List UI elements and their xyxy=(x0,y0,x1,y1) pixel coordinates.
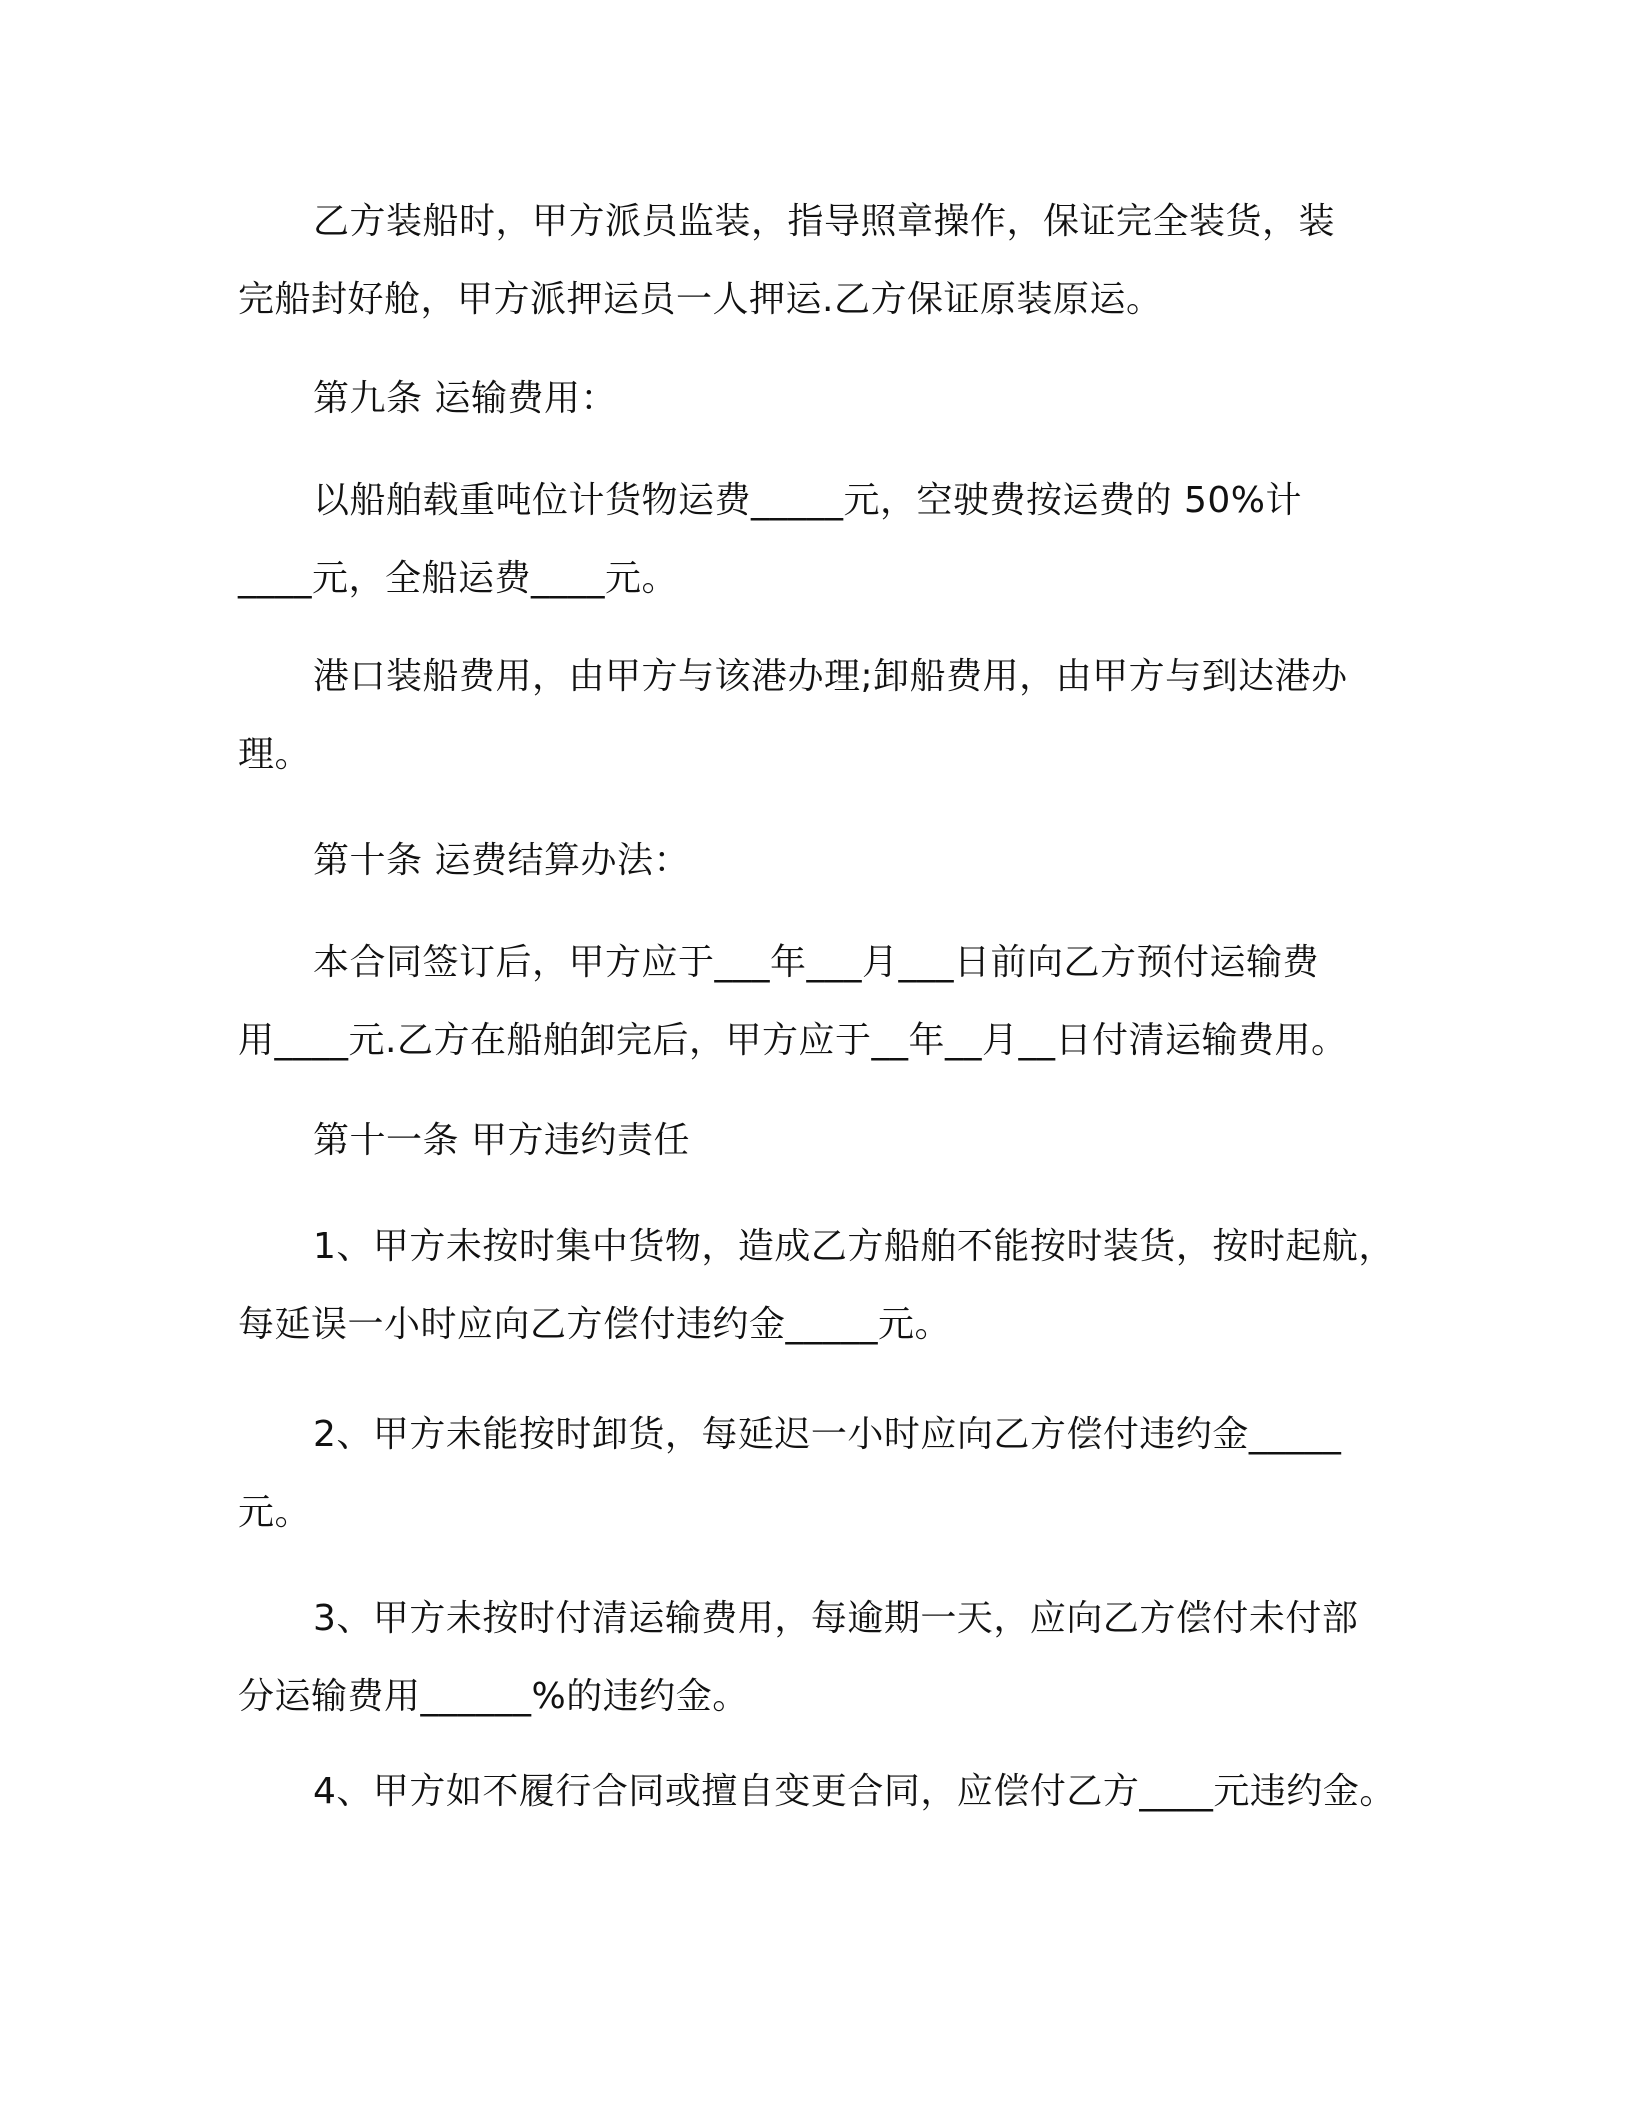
heading-text: 第十一条 甲方违约责任 xyxy=(313,1120,690,1161)
text-line: 乙方装船时，甲方派员监装，指导照章操作，保证完全装货，装 xyxy=(313,201,1336,242)
text-line: 每延误一小时应向乙方偿付违约金_____元。 xyxy=(238,1304,952,1345)
text-line: 元。 xyxy=(238,1492,312,1533)
heading-text: 第十条 运费结算办法： xyxy=(313,840,690,881)
heading-text: 第九条 运输费用： xyxy=(313,378,617,419)
breach-item-2 xyxy=(238,1396,1398,1552)
article-10-heading xyxy=(238,822,1398,900)
text-line: 用____元.乙方在船舶卸完后，甲方应于__年__月__日付清运输费用。 xyxy=(238,1020,1348,1061)
breach-item-3 xyxy=(238,1580,1398,1736)
article-11-heading xyxy=(238,1102,1398,1180)
paragraph-payment-schedule xyxy=(238,924,1398,1080)
text-line: 理。 xyxy=(238,734,312,775)
text-line: 分运输费用______%的违约金。 xyxy=(238,1676,749,1717)
text-line: 以船舶载重吨位计货物运费_____元，空驶费按运费的 50%计 xyxy=(313,480,1302,521)
text-line: ____元，全船运费____元。 xyxy=(238,558,679,599)
text-line: 3、甲方未按时付清运输费用，每逾期一天，应向乙方偿付未付部 xyxy=(313,1598,1359,1639)
article-9-heading xyxy=(238,360,1398,438)
paragraph-loading-supervision xyxy=(238,183,1398,339)
text-line: 港口装船费用，由甲方与该港办理;卸船费用，由甲方与到达港办 xyxy=(313,656,1348,697)
paragraph-freight-rate xyxy=(238,462,1398,618)
text-line: 1、甲方未按时集中货物，造成乙方船舶不能按时装货，按时起航， xyxy=(313,1226,1395,1267)
breach-item-1 xyxy=(238,1208,1398,1364)
paragraph-port-fees xyxy=(238,638,1398,794)
breach-item-4 xyxy=(238,1753,1398,1831)
text-line: 本合同签订后，甲方应于___年___月___日前向乙方预付运输费 xyxy=(313,942,1320,983)
text-line: 完船封好舱，甲方派押运员一人押运.乙方保证原装原运。 xyxy=(238,279,1163,320)
text-line: 4、甲方如不履行合同或擅自变更合同，应偿付乙方____元违约金。 xyxy=(313,1771,1396,1812)
text-line: 2、甲方未能按时卸货，每延迟一小时应向乙方偿付违约金_____ xyxy=(313,1414,1342,1455)
